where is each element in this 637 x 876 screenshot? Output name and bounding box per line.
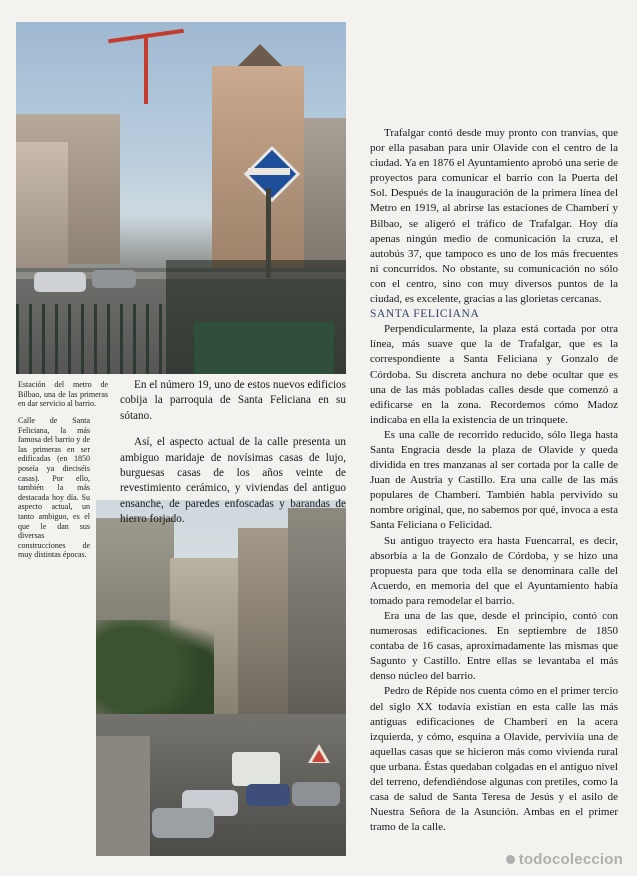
crane-mast-shape — [144, 36, 148, 104]
paragraph: Así, el aspecto actual de la calle presenta un ambiguo maridaje de novísimas casas de lujo, burguesas casas de los años veinte de revestimiento cerámico, y viviendas del antiguo ensanche, de paredes enfoscadas y barandas de hierro forjado. — [120, 436, 346, 526]
building-shape — [288, 508, 346, 716]
metro-bilbao-station-photo — [16, 22, 346, 374]
railing-shape — [16, 304, 166, 374]
paragraph: Perpendicularmente, la plaza está cortada por otra línea, más suave que la de Trafalgar, que es la correspondiente a Santa Feliciana y Gonzalo de Córdoba. Su discreta anchura no debe ocultar que es una de las más pobladas calles desde que comenzó a edificarse en la zona. Recordemos cómo Madoz indicaba en ella la existencia de un trinquete. — [370, 323, 618, 426]
section-heading: SANTA FELICIANA — [370, 308, 480, 321]
van-shape — [232, 752, 280, 786]
building-shape — [238, 528, 292, 718]
sidewalk-shape — [96, 736, 150, 856]
building-shape — [16, 142, 68, 270]
car-shape — [152, 808, 214, 838]
paragraph: Su antiguo trayecto era hasta Fuencarral, es decir, absorbía a la de Gonzalo de Córdoba, y se hizo una propuesta para que toda ella se denominara calle del Acuerdo, en memoria del que el Ayuntamiento había tomado para remodelar el barrio. — [370, 534, 618, 607]
paragraph: En el número 19, uno de estos nuevos edificios cobija la parroquia de Santa Feliciana en su sótano. — [120, 379, 346, 422]
paragraph: Trafalgar contó desde muy pronto con tranvías, que por ella pasaban para unir Olavide con el centro de la ciudad. Ya en 1876 el Ayuntamiento aprobó una serie de proyectos para comunicar el barrio con la Puerta del Sol. Después de la inauguración de la primera línea del Metro en 1919, al abrirse las estaciones de Chamberí y Bilbao, se aligeró el tráfico de Trafalgar. Hoy día apenas ningún medio de comunicación la cruza, el autobús 37, que tampoco es uno de los más frecuentes ni concurridos. No obstante, su comunicación no sólo con el centro, sino con muy diversos puntos de la ciudad, es excelente, gracias a las glorietas cercanas. — [370, 127, 618, 306]
car-shape — [34, 272, 86, 292]
left-text-column — [120, 378, 346, 539]
watermark-dot-icon — [506, 855, 515, 864]
photo-caption-calle: Calle de Santa Feliciana, la más famosa del barrio y de las primeras en ser edificadas (en 1850 poseía ya dieciséis casas). Por ello, también la más destacada hoy día. Su aspecto actual, un tanto ambiguo, es el que le dan sus diversas construcciones de muy distintas épocas. — [18, 416, 90, 560]
paragraph: Pedro de Répide nos cuenta cómo en el primer tercio del siglo XX todavía existían en esta calle las más antiguas edificaciones de Chamberí en la acera izquierda, y cómo, esquina a Olavide, perviviía una de aquellas casas que se hicieron más como vivienda rural que urbana. Éstas quedaban colgadas en el antiguo nivel del terreno, defendiéndose algunas con pretiles, como la casa de salud de Santa Teresa de Jesús y el asilo de Nuestra Señora de la Asunción. Ambas en el primer tramo de la calle. — [370, 685, 618, 834]
paragraph: Es una calle de recorrido reducido, sólo llega hasta Santa Engracia desde la plaza de Olavide y queda dividida en tres manzanas al ser cortada por la calle de Juan de Austria y Castillo. Era una calle de las más populares de Chamberí. También habla pervivido su nombre original, que, no sabemos por qué, invoca a esta Santa Feliciana o Felicidad. — [370, 428, 618, 532]
sign-pole-shape — [266, 188, 271, 278]
metro-sign-bar — [248, 168, 290, 175]
paragraph: Era una de las que, desde el principio, contó con numerosas edificaciones. En septiembre de 1850 contaba de 16 casas, aproximadamente las mismas que Sagunto y Castillo. Entre ellas se levantaba el más denso núcleo del barrio. — [370, 610, 618, 683]
right-text-column — [370, 126, 618, 835]
watermark-text: todocoleccion — [518, 851, 623, 868]
watermark — [506, 851, 623, 868]
hedge-shape — [194, 322, 334, 374]
car-shape — [292, 782, 340, 806]
calle-santa-feliciana-photo — [96, 500, 346, 856]
car-shape — [246, 784, 290, 806]
car-shape — [92, 270, 136, 288]
warning-triangle-icon — [308, 744, 330, 763]
building-shape — [304, 118, 346, 270]
photo-caption-metro: Estación del metro de Bilbao, una de las primeras en dar servicio al barrio. — [18, 380, 108, 409]
